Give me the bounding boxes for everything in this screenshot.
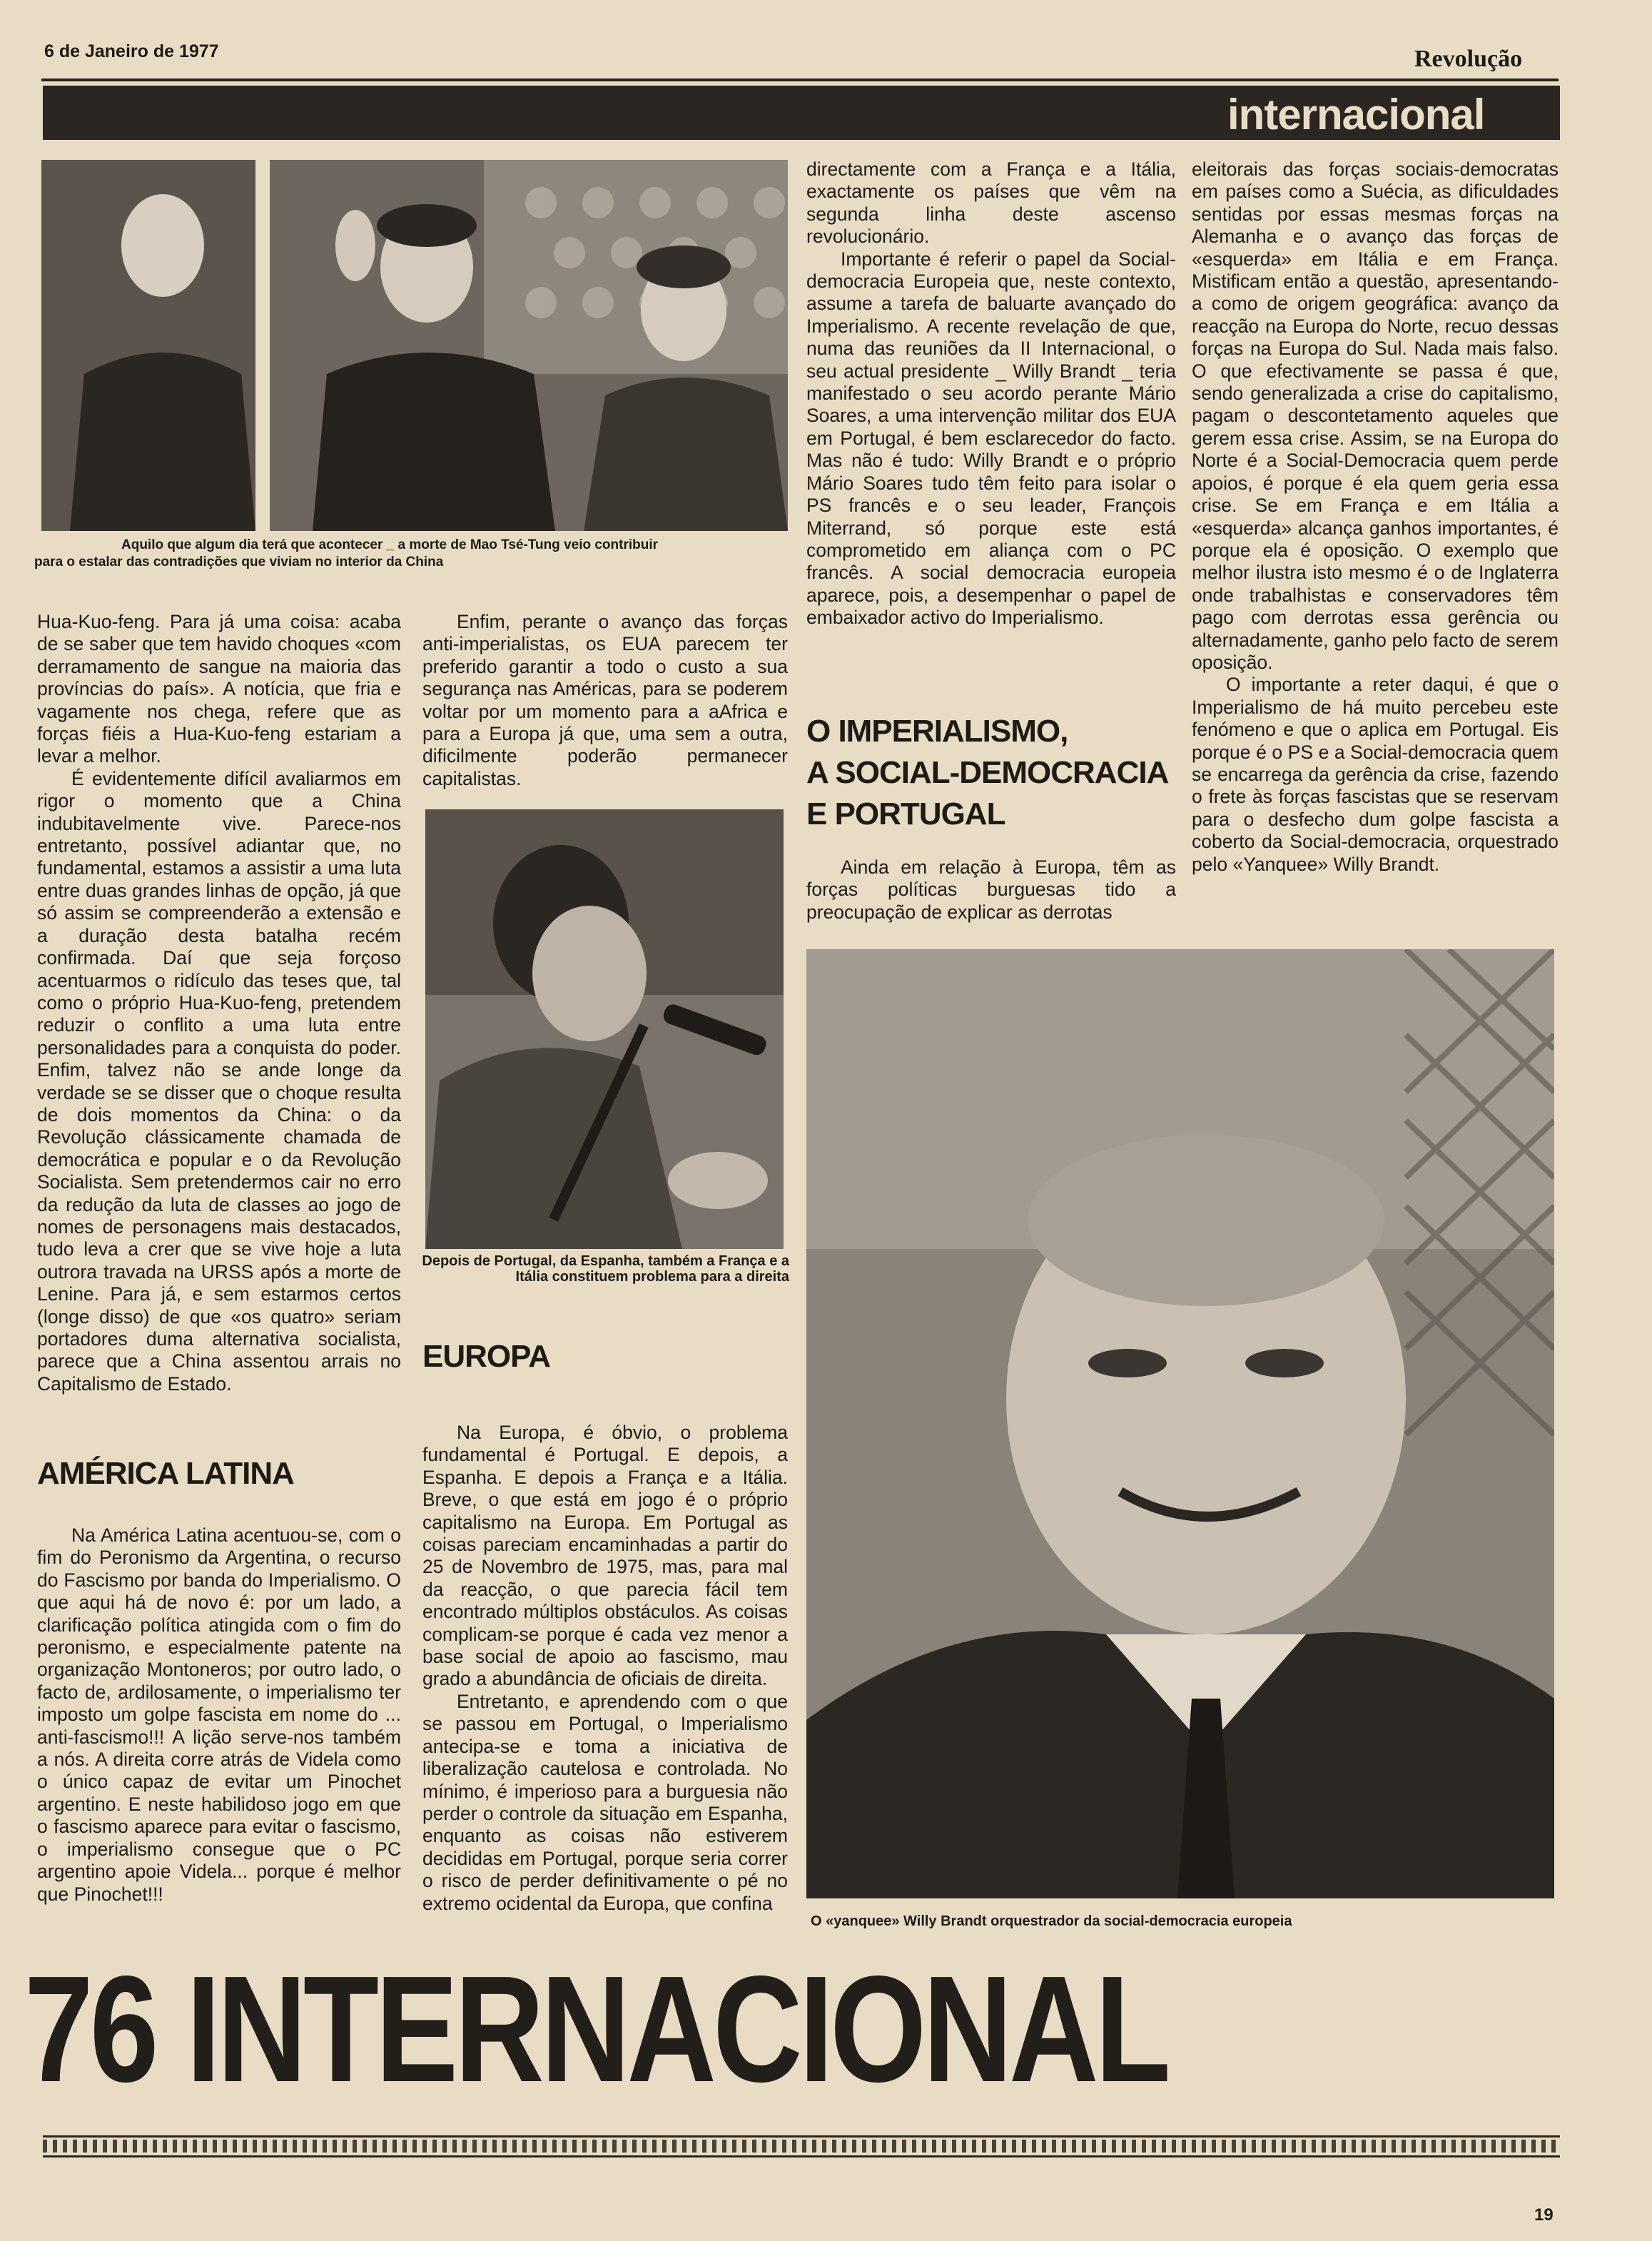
- paragraph: O importante a reter daqui, é que o Imperialismo de há muito percebeu este fenómeno e que o aplica em Portugal. Eis porque é o PS e a Social-democracia quem se encarrega da gerência da crise, fazendo o frete às forças fascistas que se reservam para o desfecho dum golpe fascista a coberto da Social-democracia, orquestrado pelo «Yanquee» Willy Brandt.: [1192, 674, 1559, 875]
- brandt-caption: O «yanquee» Willy Brandt orquestrador da social-democracia europeia: [811, 1913, 1292, 1929]
- paragraph: Na América Latina acentuou-se, com o fim do Peronismo da Argentina, o recurso do Fascismo por banda do Imperialismo. O que aqui há de novo é: por um lado, a clarificação política atingida com o fim do peronismo, e especialmente patente na organização Montoneros; por outro lado, o facto de, ardilosamente, o imperialismo ter imposto um golpe fascista em nome do ... anti-fascismo!!! A lição serve-nos também a nós. A direita corre atrás de Videla como o único capaz de evitar um Pinochet argentino. E neste habilidoso jogo em que o fascismo aparece para evitar o fascismo, o imperialismo consegue que o PC argentino apoie Videla... porque é melhor que Pinochet!!!: [37, 1524, 401, 1905]
- newspaper-name: Revolução: [1414, 46, 1523, 72]
- paragraph: Hua-Kuo-feng. Para já uma coisa: acaba de se saber que tem havido choques «com derramamento de sangue na maioria das províncias do país». A notícia, que fria e vagamente nos chega, refere que as forças fiéis a Hua-Kuo-feng estariam a levar a melhor.: [37, 611, 401, 767]
- paragraph: Enfim, perante o avanço das forças anti-imperialistas, os EUA parecem ter preferido garantir a todo o custo a sua segurança nas Américas, para se poderem voltar por um momento para a aAfrica e para a Europa já que, uma sem a outra, dificilmente poderão permanecer capitalistas.: [422, 611, 788, 789]
- heading-imperialismo: [806, 711, 1168, 835]
- paragraph: Ainda em relação à Europa, têm as forças políticas burguesas tido a preocupação de explicar as derrotas: [806, 856, 1176, 923]
- footer-rule: [43, 2135, 1560, 2138]
- page-title: 76 INTERNACIONAL: [24, 1944, 1167, 2113]
- page-number: 19: [1534, 2205, 1554, 2225]
- paragraph: directamente com a França e a Itália, exactamente os países que vêm na segunda linha deste ascenso revolucionário.: [806, 158, 1176, 248]
- paragraph: Entretanto, e aprendendo com o que se passou em Portugal, o Imperialismo antecipa-se e toma a iniciativa de liberalização cautelosa e controlada. No mínimo, é imperioso para a burguesia não perder o controle da situação em Espanha, enquanto as coisas não estiverem decididas em Portugal, porque seria correr o risco de perder definitivamente o pé no extremo ocidental da Europa, que confina: [422, 1690, 788, 1914]
- heading-line: A SOCIAL-DEMOCRACIA: [806, 755, 1169, 790]
- footer-stars: [43, 2140, 1560, 2153]
- heading-line: E PORTUGAL: [806, 796, 1005, 831]
- column-4-text: [1192, 158, 1559, 876]
- paragraph: eleitorais das forças sociais-democratas em países como a Suécia, as dificuldades sentidas por essas mesmas forças na Alemanha e o avanço das forças de «esquerda» em Itália e em França. Mistificam então a questão, apresentando-a como de origem geográfica: avanço da reacção na Europa do Norte, recuo dessas forças na Europa do Sul. Nada mais falso. O que efectivamente se passa é que, sendo generalizada a crise do capitalismo, pagam o descontetamento aqueles que gerem essa crise. Assim, se na Europa do Norte é a Social-Democracia quem perde apoios, é porque é ela quem geria essa crise. Se em França e em Itália a «esquerda» alcança ganhos importantes, é porque ela é oposição. O exemplo que melhor ilustra isto mesmo é o de Inglaterra onde trabalhistas e conservadores têm pago com derrotas essa gerência ou alternadamente, ganho pelo facto de serem oposição.: [1192, 158, 1559, 673]
- paragraph: É evidentemente difícil avaliarmos em rigor o momento que a China indubitavelmente vive. Parece-nos entretanto, possível adiantar que, no fundamental, estamos a assistir a uma luta entre duas grandes linhas de opção, já que só assim se compreenderão a extensão e a duração desta batalha recém confirmada. Daí que seja forçoso acentuarmos o ridículo das teses que, tal como o próprio Hua-Kuo-feng, pretendem reduzir o conflito a uma luta entre personalidades para a conquista do poder. Enfim, talvez não se ande longe da verdade se se disser que o choque resulta de dois momentos da China: o da Revolução clássicamente chamada de democrática e popular e o da Revolução Socialista. Sem pretendermos cair no erro da redução da luta de classes ao jogo de nomes de personagens mais destacados, tudo leva a crer que se vive hoje a luta outrora travada na URSS após a morte de Lenine. Para já, e sem estarmos certos (longe disso) de que «os quatro» seriam portadores duma alternativa socialista, parece que a China assentou arrais no Capitalismo de Estado.: [37, 767, 401, 1395]
- heading-europa: EUROPA: [422, 1339, 550, 1374]
- paragraph: Importante é referir o papel da Social-democracia Europeia que, neste contexto, assume a tarefa de baluarte avançado do Imperialismo. A recente revelação de que, numa das reuniões da II Internacional, o seu actual presidente _ Willy Brandt _ teria manifestado o seu acordo perante Mário Soares, a uma intervenção militar dos EUA em Portugal, é bem esclarecedor do facto. Mas não é tudo: Willy Brandt e o próprio Mário Soares tudo têm feito para isolar o PS francês e o seu leader, François Miterrand, só porque este está comprometido em aliança com o PC francês. A social democracia europeia aparece, pois, a desempenhar o papel de embaixador activo do Imperialismo.: [806, 248, 1176, 629]
- header-date: 6 de Janeiro de 1977: [44, 41, 219, 61]
- footer-rule-bottom: [43, 2155, 1560, 2157]
- speaker-caption: Depois de Portugal, da Espanha, também a França e a Itália constituem problema para a direita: [422, 1253, 789, 1285]
- column-2-top-text: [422, 611, 788, 790]
- heading-america-latina: AMÉRICA LATINA: [37, 1456, 294, 1491]
- speaker-photo: [425, 809, 784, 1249]
- column-3-imperialismo-text: [806, 856, 1176, 924]
- mao-caption-line1: Aquilo que algum dia terá que acontecer _ a morte de Mao Tsé-Tung veio contribuir: [121, 537, 659, 552]
- column-1-america-text: [37, 1524, 401, 1906]
- paragraph: Na Europa, é óbvio, o problema fundamental é Portugal. E depois, a Espanha. E depois a França e a Itália. Breve, o que está em jogo é o próprio capitalismo na Europa. Em Portugal as coisas pareciam encaminhadas a partir do 25 de Novembro de 1975, mas, para mal da reacção, o que parecia fácil tem encontrado múltiplos obstáculos. As coisas complicam-se porque é cada vez menor a base social de apoio ao fascismo, mau grado a abundância de oficiais de direita.: [422, 1422, 788, 1690]
- column-2-europa-text: [422, 1422, 788, 1915]
- column-3-text: [806, 158, 1176, 629]
- heading-line: O IMPERIALISMO,: [806, 714, 1068, 749]
- header-rule: [41, 79, 1559, 81]
- section-label: internacional: [1227, 91, 1485, 138]
- mao-photo: [41, 160, 788, 531]
- brandt-photo: [806, 949, 1554, 1898]
- column-1-text: [37, 611, 401, 1395]
- mao-caption-line2: para o estalar das contradições que viviam no interior da China: [34, 555, 444, 570]
